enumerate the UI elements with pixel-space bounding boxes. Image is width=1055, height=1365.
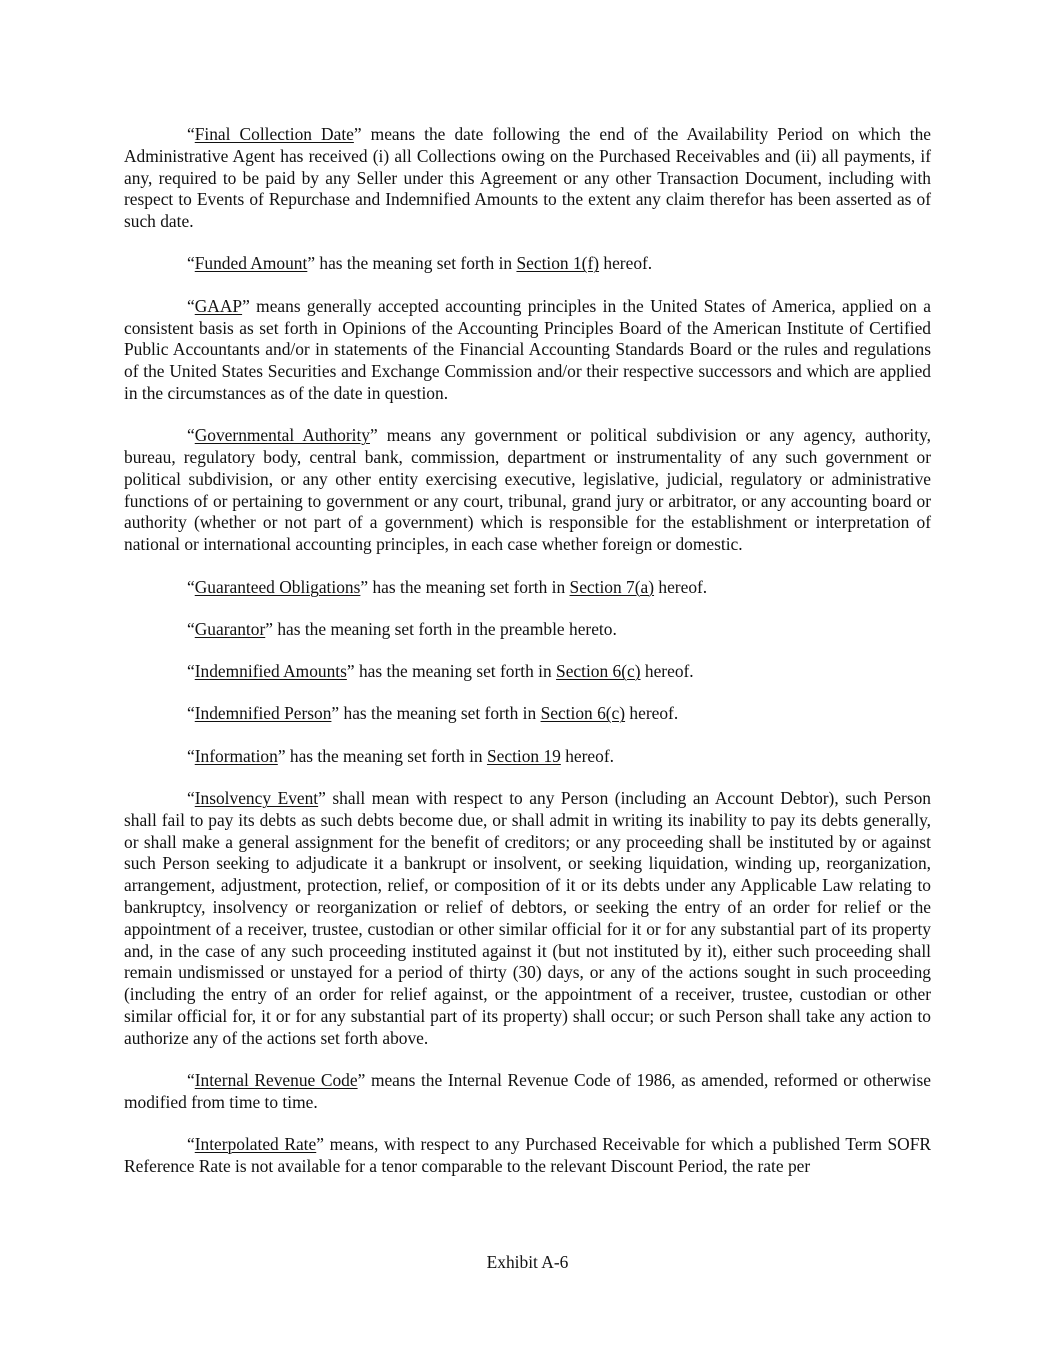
section-reference: Section 7(a): [569, 576, 655, 597]
defined-term: Guaranteed Obligations: [194, 576, 361, 597]
definition-text: has the meaning set forth in: [354, 661, 557, 682]
definition-text: shall mean with respect to any Person (including an Account Debtor), such Person shall fail to pay its debts as such debts become due, or shall admit in writing its inability to pay its debts generally, or shall make a general assignment for the benefit of creditors; or any proceeding shall be instituted by or against such Person seeking to adjudicate it a bankrupt or insolvent, or seeking liquidation, winding up, reorganization, arrangement, adjustment, protection, relief, or composition of it or its debts under any Applicable Law relating to bankruptcy, insolvency or reorganization or relief of debtors, or seeking the entry of an order for relief or the appointment of a receiver, trustee, custodian or other similar official for it or for any substantial part of its property and, in the case of any such proceeding instituted against it (but not instituted by it), either such proceeding shall remain undismissed or unstayed for a period of thirty (30) days, or any of the actions sought in such proceeding (including the entry of an order for relief against, or the appointment of a receiver, trustee, custodian or other similar official for, it or for any substantial part of its property) shall occur; or such Person shall take any action to authorize any of the actions set forth above.: [124, 788, 931, 1048]
section-reference: Section 6(c): [556, 661, 641, 682]
definition-text: has the meaning set forth in: [285, 745, 487, 766]
definition-text: means, with respect to any Purchased Receivable for which a published Term SOFR Reference Rate is not available for a tenor comparable to the relevant Discount Period, the rate per: [124, 1134, 931, 1176]
definition-information: “Information” has the meaning set forth in Section 19 hereof.: [187, 745, 614, 766]
section-reference: Section 1(f): [516, 253, 600, 274]
definition-guaranteed-obligations: “Guaranteed Obligations” has the meaning set forth in Section 7(a) hereof.: [187, 576, 708, 597]
section-reference: Section 19: [486, 745, 561, 766]
defined-term: Indemnified Amounts: [194, 661, 347, 682]
defined-term: Guarantor: [194, 618, 266, 639]
definition-indemnified-person: “Indemnified Person” has the meaning set forth in Section 6(c) hereof.: [187, 703, 679, 724]
defined-term: Interpolated Rate: [194, 1134, 317, 1155]
definition-text: means the date following the end of the Availability Period on which the Administrative Agent has received (i) all Collections owing on the Purchased Receivables and (ii) all payments, if any, required to be paid by any Seller under this Agreement or any other Transaction Document, including with respect to Events of Repurchase and Indemnified Amounts to the extent any claim therefor has been asserted as of such date.: [124, 124, 931, 232]
definition-text: has the meaning set forth in the preamble hereto.: [272, 618, 617, 639]
definition-gaap: “GAAP” means generally accepted accounting principles in the United States of America, applied on a consistent basis as set forth in Opinions of the Accounting Principles Board of the American Institute of Certified Public Accountants and/or in statements of the Financial Accounting Standards Board or the rules and regulations of the United States Securities and Exchange Commission and/or their respective successors and which are applied in the circumstances as of the date in question.: [124, 295, 931, 403]
definition-text-end: hereof.: [640, 661, 694, 682]
definition-indemnified-amounts: “Indemnified Amounts” has the meaning set forth in Section 6(c) hereof.: [187, 661, 694, 682]
defined-term: Governmental Authority: [194, 425, 370, 446]
definition-text: has the meaning set forth in: [315, 253, 517, 274]
definition-internal-revenue-code: “Internal Revenue Code” means the Internal Revenue Code of 1986, as amended, reformed or otherwise modified from time to time.: [124, 1070, 932, 1112]
defined-term: Information: [194, 745, 278, 766]
defined-term: Final Collection Date: [194, 124, 354, 144]
defined-term: Funded Amount: [194, 253, 308, 274]
definition-text: means generally accepted accounting principles in the United States of America, applied on a consistent basis as set forth in Opinions of the Accounting Principles Board of the American Institute of Certified Public Accountants and/or in statements of the Financial Accounting Standards Board or the rules and regulations of the United States Securities and Exchange Commission and/or their respective successors and which are applied in the circumstances as of the date in question.: [124, 295, 931, 403]
definition-text-end: hereof.: [654, 576, 708, 597]
document-page: [124, 124, 931, 1198]
defined-term: Insolvency Event: [194, 788, 319, 809]
definition-text-end: hereof.: [599, 253, 653, 274]
defined-term: GAAP: [194, 295, 243, 316]
defined-term: Internal Revenue Code: [194, 1070, 358, 1091]
definition-interpolated-rate: “Interpolated Rate” means, with respect to any Purchased Receivable for which a published Term SOFR Reference Rate is not available for a tenor comparable to the relevant Discount Period, the rate per: [124, 1134, 931, 1176]
definition-funded-amount: “Funded Amount” has the meaning set forth in Section 1(f) hereof.: [187, 253, 653, 274]
defined-term: Indemnified Person: [194, 703, 332, 724]
section-reference: Section 6(c): [540, 703, 626, 724]
definition-text-end: hereof.: [560, 745, 614, 766]
definition-insolvency-event: “Insolvency Event” shall mean with respect to any Person (including an Account Debtor), such Person shall fail to pay its debts as such debts become due, or shall admit in writing its inability to pay its debts generally, or shall make a general assignment for the benefit of creditors; or any proceeding shall be instituted by or against such Person seeking to adjudicate it a bankrupt or insolvent, or seeking liquidation, winding up, reorganization, arrangement, adjustment, protection, relief, or composition of it or its debts under any Applicable Law relating to bankruptcy, insolvency or reorganization or relief of debtors, or seeking the entry of an order for relief or the appointment of a receiver, trustee, custodian or other similar official for it or for any substantial part of its property and, in the case of any such proceeding instituted against it (but not instituted by it), either such proceeding shall remain undismissed or unstayed for a period of thirty (30) days, or any of the actions sought in such proceeding (including the entry of an order for relief against, or the appointment of a receiver, trustee, custodian or other similar official for, it or for any substantial part of its property) shall occur; or such Person shall take any action to authorize any of the actions set forth above.: [124, 788, 931, 1048]
definition-guarantor: “Guarantor” has the meaning set forth in the preamble hereto.: [187, 618, 617, 639]
definition-text: means any government or political subdivision or any agency, authority, bureau, regulatory body, central bank, commission, department or instrumentality of any such government or political subdivision, or any other entity exercising executive, legislative, judicial, regulatory or administrative functions of or pertaining to government or any court, tribunal, grand jury or arbitrator, or any accounting board or authority (whether or not part of a government) which is responsible for the establishment or interpretation of national or international accounting principles, in each case whether foreign or domestic.: [124, 425, 931, 555]
page-footer: Exhibit A-6: [486, 1252, 569, 1272]
definition-governmental-authority: “Governmental Authority” means any government or political subdivision or any agency, authority, bureau, regulatory body, central bank, commission, department or instrumentality of any such government or political subdivision, or any other entity exercising executive, legislative, judicial, regulatory or administrative functions of or pertaining to government or any court, tribunal, grand jury or arbitrator, or any accounting board or authority (whether or not part of a government) which is responsible for the establishment or interpretation of national or international accounting principles, in each case whether foreign or domestic.: [124, 425, 931, 555]
definition-text: has the meaning set forth in: [368, 576, 570, 597]
definition-text: has the meaning set forth in: [339, 703, 541, 724]
definition-text: means the Internal Revenue Code of 1986, as amended, reformed or otherwise modified from time to time.: [124, 1070, 932, 1112]
definition-final-collection-date: “Final Collection Date” means the date following the end of the Availability Period on which the Administrative Agent has received (i) all Collections owing on the Purchased Receivables and (ii) all payments, if any, required to be paid by any Seller under this Agreement or any other Transaction Document, including with respect to Events of Repurchase and Indemnified Amounts to the extent any claim therefor has been asserted as of such date.: [124, 124, 931, 232]
definition-text-end: hereof.: [625, 703, 679, 724]
